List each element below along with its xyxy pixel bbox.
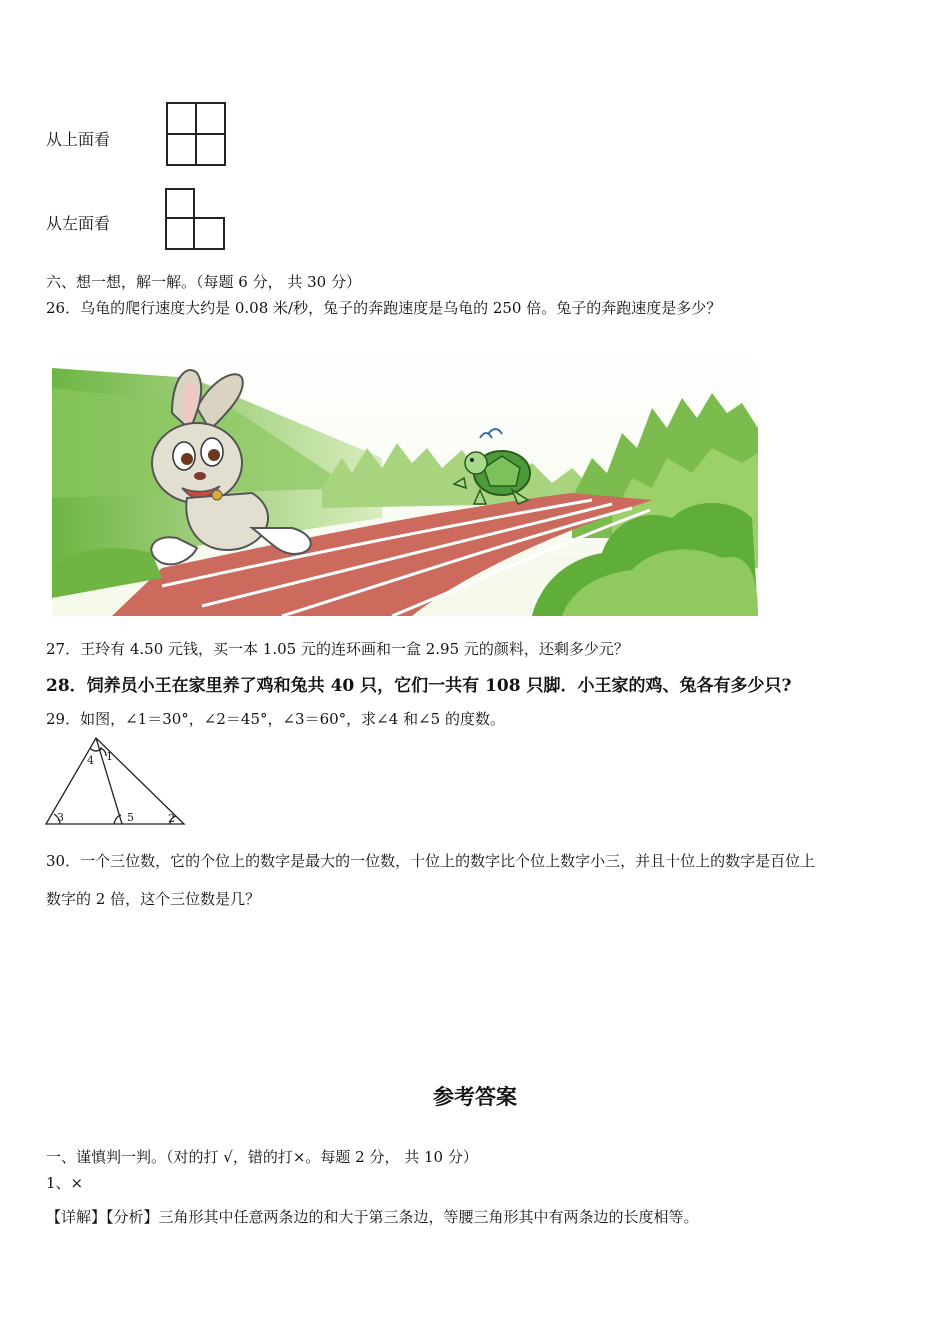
angle-label-5: 5 [127,811,134,824]
section-6-heading: 六、想一想，解一解。（每题 6 分， 共 30 分） [46,273,361,291]
angle-label-3: 3 [57,811,64,824]
answers-title: 参考答案 [433,1084,517,1109]
answer-item-1-detail: 【详解】【分析】三角形其中任意两条边的和大于第三条边，等腰三角形其中有两条边的长度相等。 [46,1208,699,1226]
question-29: 29．如图，∠1＝30°，∠2＝45°，∠3＝60°，求∠4 和∠5 的度数。 [46,710,505,728]
top-view-figure [166,102,226,166]
view-label-left: 从左面看 [46,214,111,233]
triangle-figure [42,734,188,830]
question-26: 26．乌龟的爬行速度大约是 0.08 米/秒，兔子的奔跑速度是乌龟的 250 倍。兔子的奔跑速度是多少？ [46,299,722,317]
question-30-line-2: 数字的 2 倍，这个三位数是几？ [46,890,261,908]
angle-label-4: 4 [87,754,94,767]
question-28: 28．饲养员小王在家里养了鸡和兔共 40 只，它们一共有 108 只脚．小王家的鸡、兔各有多少只? [46,676,792,696]
angle-label-1: 1 [106,750,113,763]
angle-label-2: 2 [168,812,175,825]
view-label-top: 从上面看 [46,130,111,149]
answer-item-1: 1、× [46,1174,84,1192]
question-30-line-1: 30．一个三位数，它的个位上的数字是最大的一位数，十位上的数字比个位上数字小三，并且十位上的数字是百位上 [46,852,816,870]
question-27: 27．王玲有 4.50 元钱，买一本 1.05 元的连环画和一盒 2.95 元的颜料，还剩多少元？ [46,640,629,658]
answers-section-1-heading: 一、谨慎判一判。（对的打 √，错的打×。每题 2 分， 共 10 分） [46,1148,478,1166]
left-view-figure [165,188,225,250]
race-illustration [52,338,758,616]
